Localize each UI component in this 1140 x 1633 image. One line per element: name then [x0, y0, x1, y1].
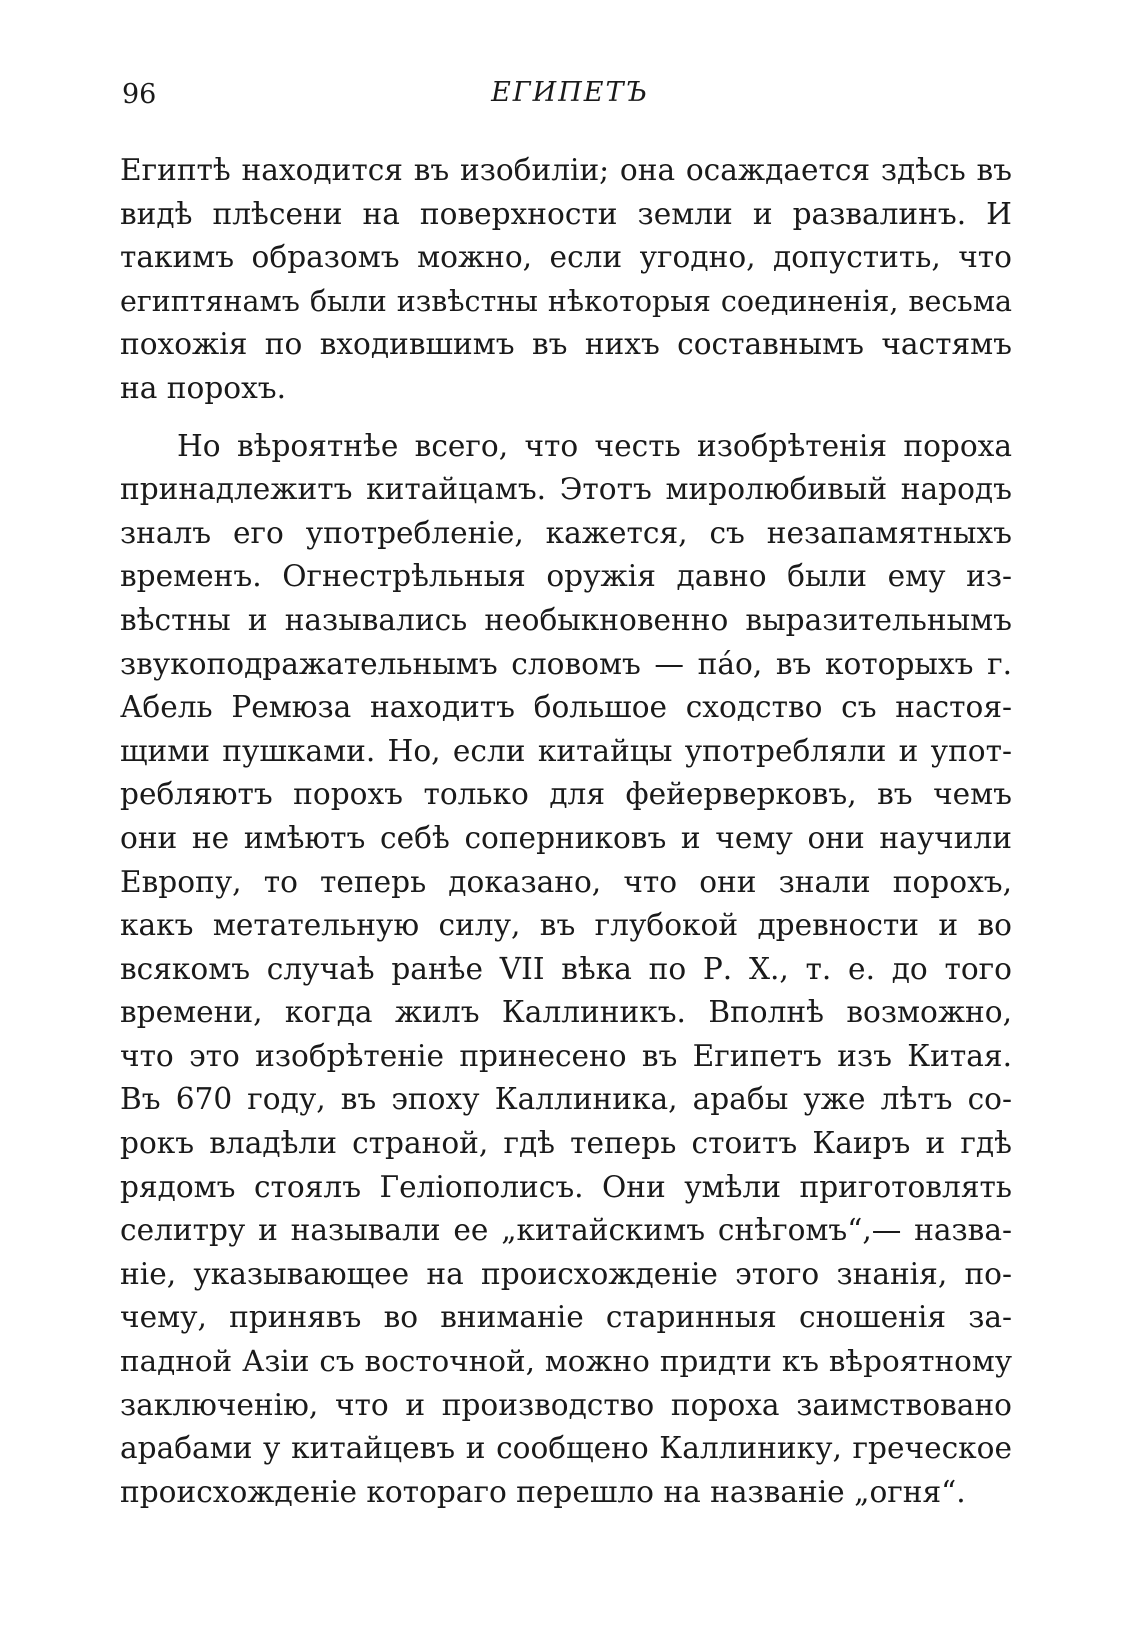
- page-number: 96: [122, 79, 157, 110]
- text-line: времени, когда жилъ Каллиникъ. Вполнѣ возможно,: [120, 995, 1012, 1030]
- text-line: падной Азіи съ восточной, можно придти къ вѣроятному: [120, 1344, 1012, 1379]
- text-line: ребляютъ порохъ только для фейерверковъ, въ чемъ: [120, 777, 1012, 812]
- running-title: ЕГИПЕТЪ: [491, 77, 649, 108]
- text-line: щими пушками. Но, если китайцы употребляли и упот-: [120, 733, 1012, 768]
- text-line: они не имѣютъ себѣ соперниковъ и чему они научили: [120, 820, 1012, 855]
- text-line: похожія по входившимъ въ нихъ составнымъ частямъ: [120, 327, 1012, 362]
- text-line: вѣстны и назывались необыкновенно выразительнымъ: [120, 602, 1012, 637]
- body-text: [120, 149, 1012, 1514]
- text-line: арабами у китайцевъ и сообщено Каллинику, греческое: [120, 1431, 1012, 1466]
- text-line: звукоподражательнымъ словомъ — пáо, въ которыхъ г.: [120, 646, 1012, 681]
- text-line: происхожденіе котораго перешло на названіе „огня“.: [120, 1474, 966, 1509]
- text-line: на порохъ.: [120, 370, 287, 405]
- text-line: всякомъ случаѣ ранѣе VII вѣка по Р. Х., т. е. до того: [120, 951, 1012, 986]
- text-line: селитру и называли ее „китайскимъ снѣгомъ“,— назва-: [120, 1213, 1012, 1248]
- text-line: какъ метательную силу, въ глубокой древности и во: [120, 908, 1012, 943]
- text-line: чему, принявъ во вниманіе старинныя сношенія за-: [120, 1300, 1012, 1335]
- text-line: египтянамъ были извѣстны нѣкоторыя соединенія, весьма: [120, 284, 1012, 318]
- text-line: ніе, указывающее на происхожденіе этого знанія, по-: [120, 1256, 1012, 1291]
- text-line: видѣ плѣсени на поверхности земли и развалинъ. И: [120, 196, 1012, 231]
- text-line: Европу, то теперь доказано, что они знали порохъ,: [120, 864, 1012, 899]
- text-line: что это изобрѣтеніе принесено въ Египетъ изъ Китая.: [120, 1038, 1012, 1073]
- text-line: заключенію, что и производство пороха заимствовано: [120, 1387, 1012, 1422]
- text-line: Египтѣ находится въ изобиліи; она осаждается здѣсь въ: [120, 153, 1012, 187]
- text-line: зналъ его употребленіе, кажется, съ незапамятныхъ: [120, 515, 1012, 550]
- text-line: временъ. Огнестрѣльныя оружія давно были ему из-: [120, 559, 1012, 594]
- text-line: Но вѣроятнѣе всего, что честь изобрѣтенія пороха: [177, 428, 1012, 463]
- text-line: Въ 670 году, въ эпоху Каллиника, арабы уже лѣтъ со-: [120, 1082, 1012, 1117]
- text-line: рядомъ стоялъ Геліополисъ. Они умѣли приготовлять: [120, 1169, 1012, 1204]
- text-line: такимъ образомъ можно, если угодно, допустить, что: [120, 240, 1012, 275]
- paragraph-1: [120, 149, 1012, 411]
- text-line: Абель Ремюза находитъ большое сходство съ настоя-: [120, 690, 1012, 725]
- text-line: рокъ владѣли страной, гдѣ теперь стоитъ Каиръ и гдѣ: [120, 1126, 1012, 1161]
- text-line: принадлежитъ китайцамъ. Этотъ миролюбивый народъ: [120, 472, 1012, 507]
- paragraph-2: [120, 425, 1012, 1515]
